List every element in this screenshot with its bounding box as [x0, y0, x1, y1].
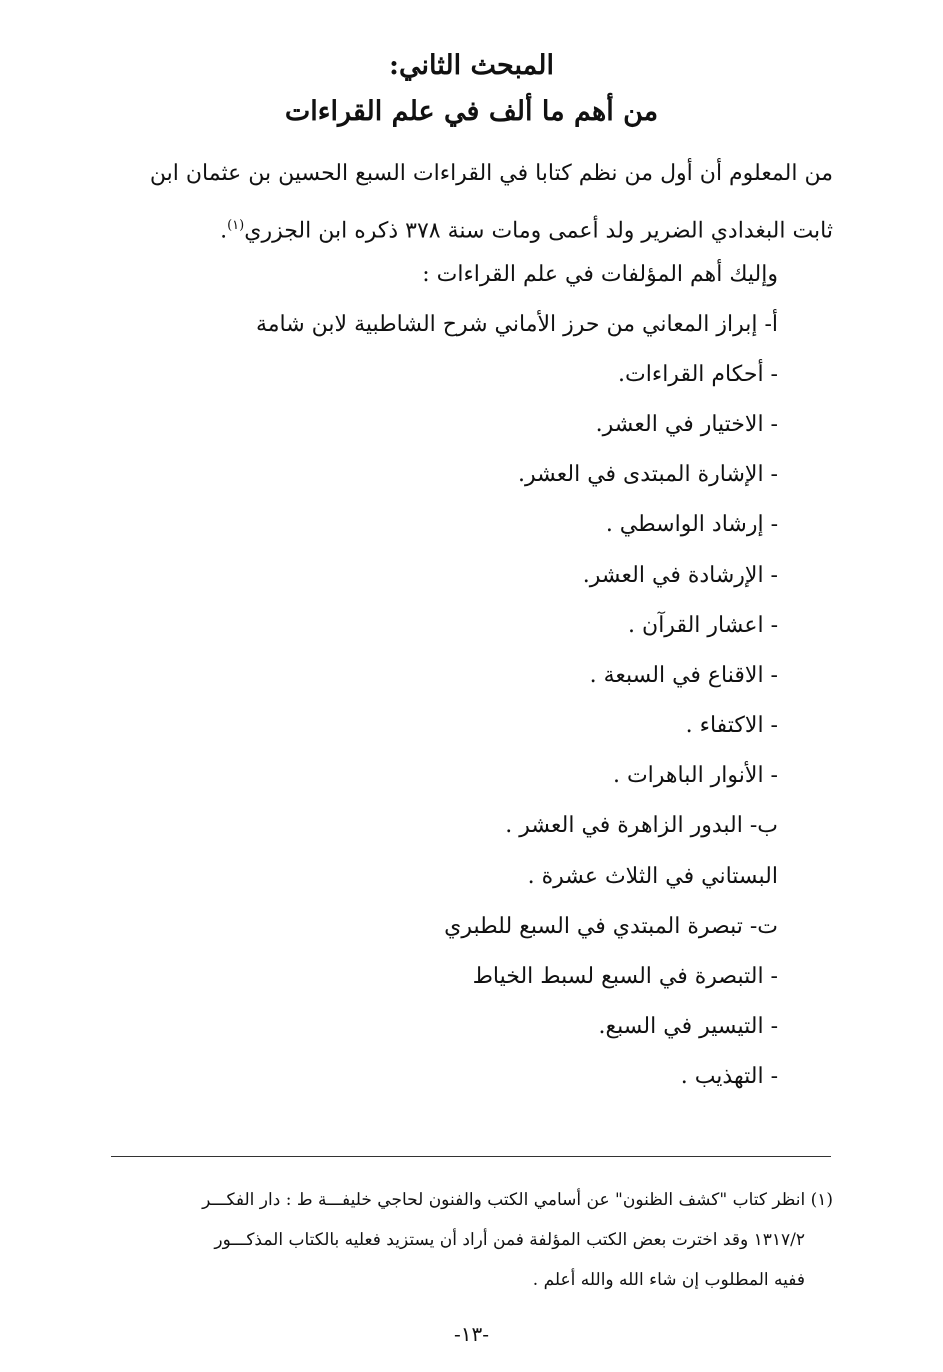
section-title-text: المبحث الثاني:: [389, 50, 554, 81]
list-item: - الاختيار في العشر.: [595, 412, 778, 437]
footnote-divider: [111, 1156, 831, 1157]
list-item: - التبصرة في السبع لسبط الخياط: [472, 964, 778, 989]
list-item: - التهذيب .: [680, 1064, 778, 1089]
intro-paragraph: [103, 148, 833, 257]
list-item: - التيسير في السبع.: [598, 1014, 778, 1039]
list-item: - اعشار القرآن .: [628, 613, 778, 638]
list-item: - الأنوار الباهرات .: [612, 763, 778, 788]
footnote-reference: (١): [227, 218, 245, 233]
page-number: -١٣-: [453, 1322, 489, 1346]
intro-line-1: من المعلوم أن أول من نظم كتابا في القراءات السبع الحسين بن عثمان ابن: [149, 161, 833, 186]
list-item: ب- البدور الزاهرة في العشر .: [505, 813, 778, 838]
footnote: [98, 1180, 833, 1300]
footnote-line-3: ففيه المطلوب إن شاء الله والله أعلم .: [532, 1270, 805, 1290]
intro-line-2-text: ثابت البغدادي الضرير ولد أعمى ومات سنة ٣٧٨ ذكره ابن الجزري: [244, 218, 833, 244]
footnote-line-1: (١) انظر كتاب "كشف الظنون" عن أسامي الكتب والفنون لحاجي خليفـــة ط : دار الفكـــر: [202, 1190, 833, 1210]
list-intro: وإليك أهم المؤلفات في علم القراءات :: [422, 262, 778, 287]
list-item: - الإشارة المبتدى في العشر.: [518, 462, 778, 487]
intro-line-2: [103, 200, 833, 257]
list-item: - الإرشادة في العشر.: [582, 563, 778, 588]
list-item: البستاني في الثلاث عشرة .: [527, 864, 778, 889]
section-subtitle: من أهم ما ألف في علم القراءات: [284, 96, 659, 127]
list-item: - إرشاد الواسطي .: [605, 512, 778, 537]
section-title: [0, 50, 943, 81]
list-item: - الاقناع في السبعة .: [589, 663, 778, 688]
list-item: أ- إبراز المعاني من حرز الأماني شرح الشاطبية لابن شامة: [255, 312, 778, 337]
list-item: - الاكتفاء .: [685, 713, 778, 738]
footnote-line-2: ١٣١٧/٢ وقد اخترت بعض الكتب المؤلفة فمن أراد أن يستزيد فعليه بالكتاب المذكـــور: [214, 1230, 805, 1250]
list-item: ت- تبصرة المبتدي في السبع للطبري: [444, 914, 778, 939]
intro-line-2-end: .: [220, 218, 228, 244]
list-item: - أحكام القراءات.: [618, 362, 778, 387]
